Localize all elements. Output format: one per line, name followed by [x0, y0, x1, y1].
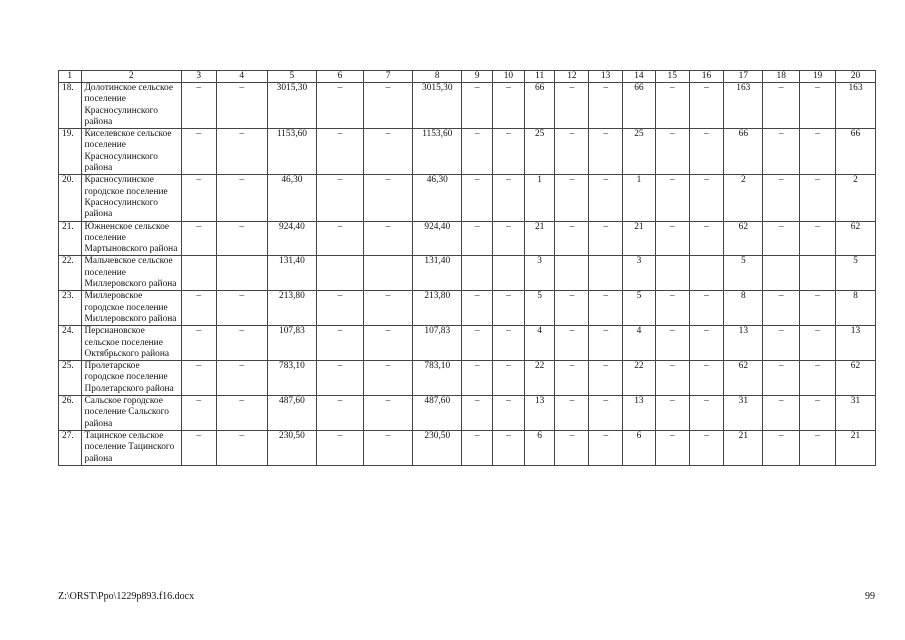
table-cell	[689, 256, 724, 291]
table-cell: –	[655, 291, 689, 326]
table-cell: 107,83	[267, 326, 316, 361]
table-cell: –	[493, 221, 525, 256]
table-row	[59, 396, 876, 431]
table-cell: 213,80	[267, 291, 316, 326]
table-cell: –	[800, 430, 836, 465]
column-header-20: 20	[835, 71, 875, 83]
table-cell: –	[316, 326, 363, 361]
table-cell: –	[689, 430, 724, 465]
table-cell: 21	[835, 430, 875, 465]
table-cell: –	[493, 129, 525, 175]
table-row	[59, 291, 876, 326]
column-header-5: 5	[267, 71, 316, 83]
table-cell: 13	[623, 396, 656, 431]
table-cell: –	[655, 83, 689, 129]
table-cell: –	[655, 396, 689, 431]
table-cell: –	[689, 396, 724, 431]
table-row	[59, 83, 876, 129]
table-cell: –	[763, 175, 800, 221]
table-cell: –	[316, 361, 363, 396]
table-cell: –	[364, 361, 413, 396]
table-cell: 5	[623, 291, 656, 326]
table-cell: –	[763, 221, 800, 256]
table-cell: 131,40	[413, 256, 462, 291]
column-header-10: 10	[493, 71, 525, 83]
table-cell: –	[364, 430, 413, 465]
table-cell: –	[763, 430, 800, 465]
table-body	[59, 83, 876, 466]
table-cell: –	[800, 291, 836, 326]
table-cell: 1153,60	[413, 129, 462, 175]
table-cell: –	[589, 175, 623, 221]
table-cell	[555, 256, 589, 291]
table-cell: –	[181, 83, 216, 129]
table-cell: –	[462, 361, 493, 396]
table-cell: –	[800, 361, 836, 396]
table-cell: –	[493, 326, 525, 361]
table-cell: –	[493, 396, 525, 431]
table-cell	[462, 256, 493, 291]
table-row	[59, 361, 876, 396]
table-cell: –	[493, 430, 525, 465]
column-header-14: 14	[623, 71, 656, 83]
table-cell: 163	[835, 83, 875, 129]
row-number: 22.	[59, 256, 82, 291]
table-cell: 2	[835, 175, 875, 221]
table-cell: –	[216, 430, 267, 465]
row-number: 23.	[59, 291, 82, 326]
table-cell: –	[364, 175, 413, 221]
table-cell: –	[689, 361, 724, 396]
table-cell: –	[462, 221, 493, 256]
table-cell: –	[364, 291, 413, 326]
table-cell: –	[655, 361, 689, 396]
table-cell: 13	[835, 326, 875, 361]
column-header-11: 11	[524, 71, 555, 83]
table-cell: 31	[724, 396, 763, 431]
table-cell: 6	[524, 430, 555, 465]
table-cell: –	[689, 326, 724, 361]
table-cell: –	[216, 221, 267, 256]
table-cell: 783,10	[413, 361, 462, 396]
table-cell: –	[763, 396, 800, 431]
table-cell: –	[555, 291, 589, 326]
table-cell: –	[589, 430, 623, 465]
column-header-1: 1	[59, 71, 82, 83]
table-cell: 924,40	[413, 221, 462, 256]
table-cell: –	[462, 291, 493, 326]
table-cell: –	[555, 83, 589, 129]
table-cell: 487,60	[413, 396, 462, 431]
table-cell: –	[655, 326, 689, 361]
table-row	[59, 175, 876, 221]
file-path: Z:\ORST\Ppo\1229p893.f16.docx	[58, 591, 195, 602]
table-cell: –	[763, 326, 800, 361]
table-cell: –	[181, 396, 216, 431]
table-cell: –	[181, 361, 216, 396]
table-cell: –	[216, 396, 267, 431]
table-cell: –	[655, 129, 689, 175]
table-cell: –	[655, 430, 689, 465]
table-row	[59, 129, 876, 175]
table-cell: 3015,30	[413, 83, 462, 129]
table-cell: –	[555, 361, 589, 396]
table-cell: –	[181, 291, 216, 326]
settlement-name: Долотинское сельское поселение Красносулинского района	[81, 83, 181, 129]
table-cell: –	[181, 430, 216, 465]
table-cell: –	[589, 326, 623, 361]
table-cell	[316, 256, 363, 291]
table-cell: 25	[623, 129, 656, 175]
table-cell: 107,83	[413, 326, 462, 361]
table-row	[59, 221, 876, 256]
table-cell: 4	[524, 326, 555, 361]
settlement-name: Мальчевское сельское поселение Миллеровского района	[81, 256, 181, 291]
table-cell	[364, 256, 413, 291]
table-cell	[181, 256, 216, 291]
table-cell: 3	[623, 256, 656, 291]
table-row	[59, 256, 876, 291]
row-number: 24.	[59, 326, 82, 361]
table-cell: 46,30	[413, 175, 462, 221]
table-cell: –	[181, 221, 216, 256]
table-cell: 8	[724, 291, 763, 326]
table-cell: 230,50	[267, 430, 316, 465]
column-header-15: 15	[655, 71, 689, 83]
table-cell: –	[462, 430, 493, 465]
table-cell: –	[555, 326, 589, 361]
row-number: 21.	[59, 221, 82, 256]
table-cell: 66	[524, 83, 555, 129]
row-number: 27.	[59, 430, 82, 465]
row-number: 18.	[59, 83, 82, 129]
table-cell: –	[493, 361, 525, 396]
table-cell	[216, 256, 267, 291]
row-number: 19.	[59, 129, 82, 175]
table-cell: –	[462, 396, 493, 431]
table-cell: 25	[524, 129, 555, 175]
column-header-16: 16	[689, 71, 724, 83]
table-cell: 62	[724, 221, 763, 256]
table-cell: 3	[524, 256, 555, 291]
table-cell: 13	[524, 396, 555, 431]
table-cell: –	[493, 175, 525, 221]
table-cell: 21	[724, 430, 763, 465]
table-cell: –	[493, 83, 525, 129]
table-cell: –	[462, 326, 493, 361]
table-cell: 2	[724, 175, 763, 221]
table-cell: –	[316, 129, 363, 175]
settlement-name: Персиановское сельское поселение Октябрьского района	[81, 326, 181, 361]
table-cell: 3015,30	[267, 83, 316, 129]
table-cell: 6	[623, 430, 656, 465]
column-header-6: 6	[316, 71, 363, 83]
table-cell: 62	[835, 361, 875, 396]
table-cell: –	[493, 291, 525, 326]
table-cell: –	[462, 129, 493, 175]
table-cell: –	[763, 129, 800, 175]
table-cell: –	[589, 291, 623, 326]
table-cell: 22	[524, 361, 555, 396]
table-cell: –	[763, 361, 800, 396]
table-cell: –	[589, 129, 623, 175]
table-cell: –	[555, 129, 589, 175]
table-cell: –	[364, 221, 413, 256]
column-header-13: 13	[589, 71, 623, 83]
table-cell: 21	[524, 221, 555, 256]
table-cell: 66	[724, 129, 763, 175]
table-cell: –	[689, 83, 724, 129]
table-cell: –	[589, 83, 623, 129]
table-cell: –	[216, 361, 267, 396]
table-cell: 66	[623, 83, 656, 129]
table-cell: –	[689, 291, 724, 326]
table-row	[59, 430, 876, 465]
table-cell: 783,10	[267, 361, 316, 396]
column-header-19: 19	[800, 71, 836, 83]
table-cell: 62	[835, 221, 875, 256]
table-cell: –	[316, 430, 363, 465]
table-cell	[655, 256, 689, 291]
table-cell: –	[216, 83, 267, 129]
page-number: 99	[865, 591, 875, 602]
row-number: 25.	[59, 361, 82, 396]
table-cell: 131,40	[267, 256, 316, 291]
table-cell: –	[316, 396, 363, 431]
table-cell	[800, 256, 836, 291]
table-header-row	[59, 71, 876, 83]
table-cell: –	[364, 83, 413, 129]
table-cell: 4	[623, 326, 656, 361]
table-cell: –	[655, 221, 689, 256]
table-cell: –	[689, 175, 724, 221]
table-cell: –	[316, 175, 363, 221]
table-cell: 22	[623, 361, 656, 396]
table-cell: 487,60	[267, 396, 316, 431]
table-cell: –	[555, 175, 589, 221]
column-header-3: 3	[181, 71, 216, 83]
column-header-9: 9	[462, 71, 493, 83]
table-cell: 46,30	[267, 175, 316, 221]
table-cell: –	[800, 83, 836, 129]
table-cell: –	[555, 221, 589, 256]
table-cell: –	[462, 83, 493, 129]
table-cell: –	[181, 326, 216, 361]
table-cell: 5	[835, 256, 875, 291]
table-cell: –	[462, 175, 493, 221]
table-cell: –	[589, 361, 623, 396]
table-cell: 1	[623, 175, 656, 221]
settlement-name: Красносулинское городское поселение Красносулинского района	[81, 175, 181, 221]
row-number: 26.	[59, 396, 82, 431]
table-cell: –	[555, 430, 589, 465]
data-table	[58, 70, 876, 466]
table-row	[59, 326, 876, 361]
table-cell: 5	[724, 256, 763, 291]
column-header-7: 7	[364, 71, 413, 83]
table-cell: 66	[835, 129, 875, 175]
column-header-17: 17	[724, 71, 763, 83]
table-cell: 31	[835, 396, 875, 431]
table-cell: –	[689, 221, 724, 256]
table-cell: –	[364, 326, 413, 361]
table-cell: –	[216, 291, 267, 326]
table-cell: –	[800, 326, 836, 361]
column-header-12: 12	[555, 71, 589, 83]
table-cell: –	[316, 83, 363, 129]
column-header-2: 2	[81, 71, 181, 83]
table-cell: 1153,60	[267, 129, 316, 175]
table-cell: –	[689, 129, 724, 175]
table-cell	[493, 256, 525, 291]
table-cell: –	[800, 221, 836, 256]
row-number: 20.	[59, 175, 82, 221]
table-cell: 163	[724, 83, 763, 129]
table-cell: –	[181, 175, 216, 221]
table-cell: 13	[724, 326, 763, 361]
column-header-18: 18	[763, 71, 800, 83]
table-cell: –	[216, 129, 267, 175]
table-cell: –	[763, 83, 800, 129]
table-cell: –	[589, 221, 623, 256]
table-cell: –	[800, 396, 836, 431]
settlement-name: Сальское городское поселение Сальского района	[81, 396, 181, 431]
table-cell: –	[555, 396, 589, 431]
settlement-name: Южненское сельское поселение Мартыновского района	[81, 221, 181, 256]
table-cell: –	[800, 175, 836, 221]
settlement-name: Пролетарское городское поселение Пролетарского района	[81, 361, 181, 396]
table-cell: –	[589, 396, 623, 431]
table-cell: 230,50	[413, 430, 462, 465]
table-cell	[589, 256, 623, 291]
table-cell: –	[181, 129, 216, 175]
table-cell: –	[763, 291, 800, 326]
table-cell: –	[800, 129, 836, 175]
settlement-name: Тацинское сельское поселение Тацинского района	[81, 430, 181, 465]
column-header-8: 8	[413, 71, 462, 83]
table-cell: –	[216, 175, 267, 221]
table-cell: –	[655, 175, 689, 221]
settlement-name: Миллеровское городское поселение Миллеровского района	[81, 291, 181, 326]
table-cell: 5	[524, 291, 555, 326]
table-cell: 62	[724, 361, 763, 396]
table-cell: –	[216, 326, 267, 361]
table-cell: –	[364, 396, 413, 431]
column-header-4: 4	[216, 71, 267, 83]
table-cell: 8	[835, 291, 875, 326]
table-cell: 21	[623, 221, 656, 256]
table-cell: –	[364, 129, 413, 175]
table-cell: 924,40	[267, 221, 316, 256]
table-cell	[763, 256, 800, 291]
table-cell: –	[316, 221, 363, 256]
table-cell: 213,80	[413, 291, 462, 326]
table-cell: 1	[524, 175, 555, 221]
settlement-name: Киселевское сельское поселение Красносулинского района	[81, 129, 181, 175]
table-cell: –	[316, 291, 363, 326]
